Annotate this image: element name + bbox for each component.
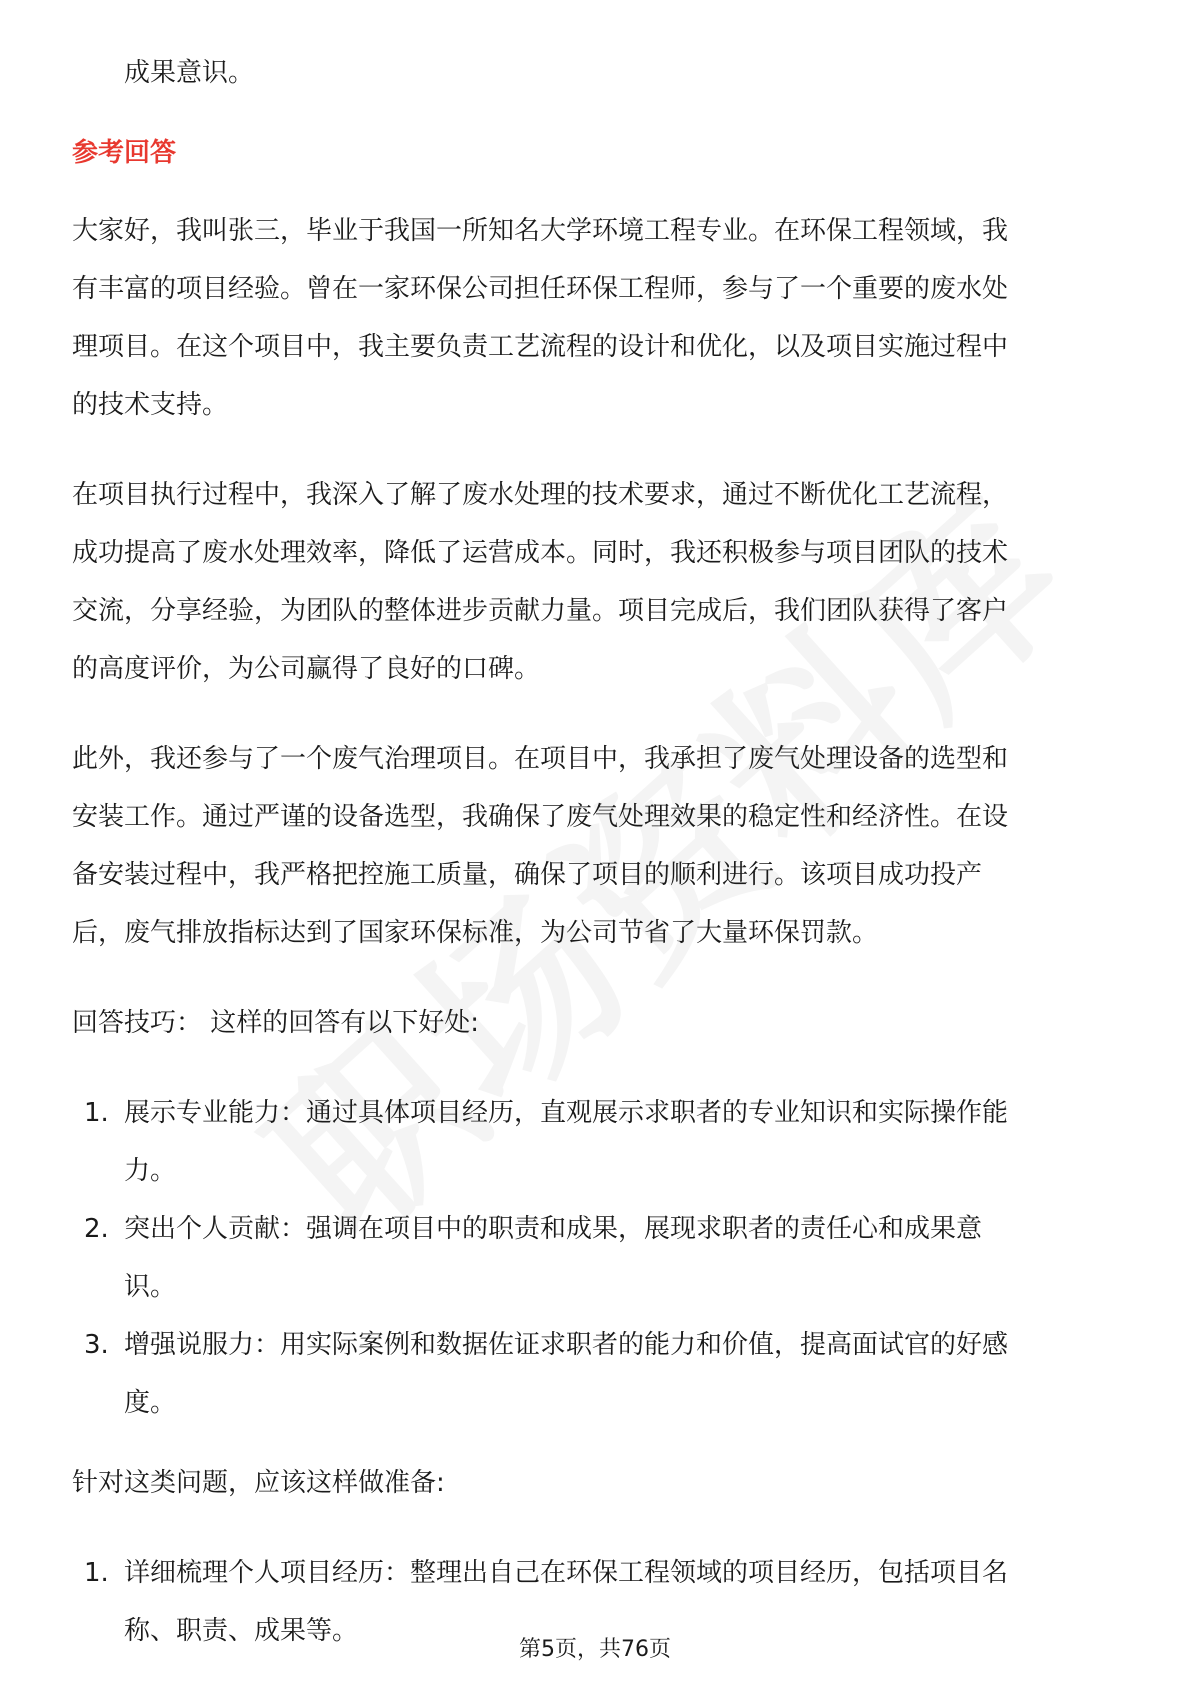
list-line: 识。 [124,1272,177,1302]
paragraph-1 [72,202,1122,434]
paragraph-line: 的高度评价，为公司赢得了良好的口碑。 [72,654,541,684]
list-line: 展示专业能力：通过具体项目经历，直观展示求职者的专业知识和实际操作能 [124,1098,1009,1128]
paragraph-line: 的技术支持。 [72,390,229,420]
paragraph-line: 安装工作。通过严谨的设备选型，我确保了废气处理效果的稳定性和经济性。在设 [72,802,1009,832]
list-line: 增强说服力：用实际案例和数据佐证求职者的能力和价值，提高面试官的好感 [124,1330,1009,1360]
paragraph-line: 交流，分享经验，为团队的整体进步贡献力量。项目完成后，我们团队获得了客户 [72,596,1009,626]
list-line: 详细梳理个人项目经历：整理出自己在环保工程领域的项目经历，包括项目名 [124,1558,1009,1588]
list-number: 1. [84,1098,109,1128]
list-item [72,1084,1122,1200]
paragraph-line: 后，废气排放指标达到了国家环保标准，为公司节省了大量环保罚款。 [72,918,879,948]
list-item [72,1316,1122,1432]
paragraph-line: 此外，我还参与了一个废气治理项目。在项目中，我承担了废气处理设备的选型和 [72,744,1009,774]
list-number: 1. [84,1558,109,1588]
paragraph-line: 理项目。在这个项目中，我主要负责工艺流程的设计和优化，以及项目实施过程中 [72,332,1009,362]
prep-intro [72,1454,1122,1512]
paragraph-line: 大家好，我叫张三，毕业于我国一所知名大学环境工程专业。在环保工程领域，我 [72,216,1009,246]
paragraph-2 [72,466,1122,698]
paragraph-line: 有丰富的项目经验。曾在一家环保公司担任环保工程师，参与了一个重要的废水处 [72,274,1009,304]
paragraph-3 [72,730,1122,962]
section-heading: 参考回答 [72,138,177,168]
list-number: 3. [84,1330,109,1360]
list-line: 力。 [124,1156,177,1186]
list-line: 称、职责、成果等。 [124,1616,359,1646]
paragraph-line: 成功提高了废水处理效率，降低了运营成本。同时，我还积极参与项目团队的技术 [72,538,1009,568]
paragraph-line: 备安装过程中，我严格把控施工质量，确保了项目的顺利进行。该项目成功投产 [72,860,983,890]
document-content [72,44,1122,1682]
continuation-line: 成果意识。 [124,58,255,88]
list-line: 度。 [124,1388,177,1418]
tips-intro-text: 回答技巧： 这样的回答有以下好处: [72,1008,480,1038]
tips-intro [72,994,1122,1052]
prep-intro-text: 针对这类问题，应该这样做准备: [72,1468,445,1498]
list-item [72,1200,1122,1316]
page-footer: 第5页，共76页 [519,1637,671,1662]
list-number: 2. [84,1214,109,1244]
tips-list [72,1084,1122,1432]
paragraph-line: 在项目执行过程中，我深入了解了废水处理的技术要求，通过不断优化工艺流程， [72,480,1009,510]
list-line: 突出个人贡献：强调在项目中的职责和成果，展现求职者的责任心和成果意 [124,1214,983,1244]
